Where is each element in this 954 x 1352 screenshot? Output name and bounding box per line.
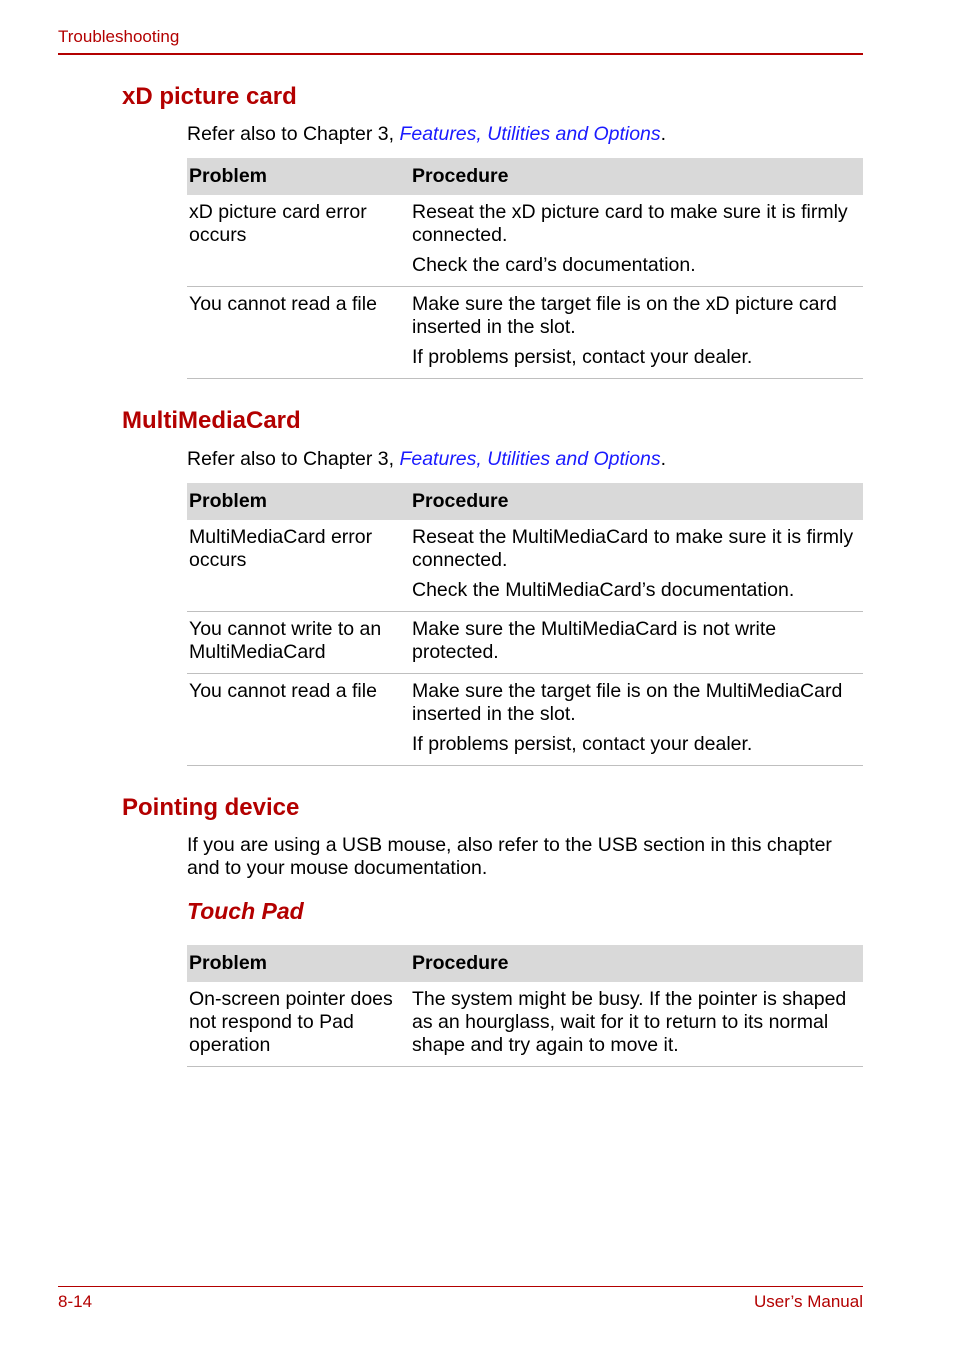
procedure-cell (410, 674, 863, 766)
touch-pad-subheading: Touch Pad (187, 898, 304, 924)
table-row (187, 612, 863, 674)
table-row (187, 287, 863, 379)
page-number: 8-14 (58, 1292, 93, 1311)
header-rule (58, 53, 863, 55)
procedure-cell (410, 982, 863, 1067)
procedure-cell (410, 195, 863, 287)
procedure-step: Check the MultiMediaCard’s documentation. (412, 579, 795, 601)
problem-cell: You cannot read a file (187, 674, 410, 766)
xd-refer-suffix: . (660, 123, 667, 145)
mmc-refer-prefix: Refer also to Chapter 3, (187, 448, 400, 470)
problem-column-header: Problem (187, 158, 410, 195)
mmc-refer-suffix: . (660, 448, 667, 470)
table-row (187, 982, 863, 1067)
table-row (187, 674, 863, 766)
problem-column-header: Problem (187, 945, 410, 982)
problem-cell: On-screen pointer does not respond to Pad operation (187, 982, 410, 1067)
problem-cell: MultiMediaCard error occurs (187, 520, 410, 612)
mmc-refer-text (187, 448, 867, 471)
xd-section-heading: xD picture card (122, 83, 297, 110)
running-header: Troubleshooting (58, 27, 180, 46)
procedure-step: Check the card’s documentation. (412, 254, 696, 276)
manual-title: User’s Manual (754, 1292, 863, 1311)
procedure-step: Reseat the xD picture card to make sure it is firmly connected. (412, 201, 848, 246)
problem-cell: You cannot read a file (187, 287, 410, 379)
table-row (187, 195, 863, 287)
procedure-cell (410, 520, 863, 612)
procedure-column-header: Procedure (410, 158, 863, 195)
xd-problem-table (187, 158, 863, 379)
problem-cell: You cannot write to an MultiMediaCard (187, 612, 410, 674)
xd-refer-prefix: Refer also to Chapter 3, (187, 123, 400, 145)
procedure-column-header: Procedure (410, 483, 863, 520)
procedure-step: Reseat the MultiMediaCard to make sure it is firmly connected. (412, 526, 854, 571)
procedure-step: Make sure the target file is on the xD picture card inserted in the slot. (412, 293, 837, 338)
mmc-problem-table (187, 483, 863, 766)
problem-cell: xD picture card error occurs (187, 195, 410, 287)
procedure-column-header: Procedure (410, 945, 863, 982)
procedure-step: Make sure the MultiMediaCard is not write protected. (412, 618, 777, 663)
table-header-row (187, 483, 863, 520)
footer-rule (58, 1286, 863, 1287)
table-header-row (187, 158, 863, 195)
table-row (187, 520, 863, 612)
touchpad-problem-table (187, 945, 863, 1067)
procedure-cell (410, 287, 863, 379)
procedure-cell (410, 612, 863, 674)
pointing-section-heading: Pointing device (122, 794, 300, 821)
procedure-step: If problems persist, contact your dealer. (412, 346, 753, 368)
xd-refer-text (187, 123, 867, 146)
procedure-step: The system might be busy. If the pointer is shaped as an hourglass, wait for it to return to its normal shape and try again to move it. (412, 988, 847, 1056)
problem-column-header: Problem (187, 483, 410, 520)
procedure-step: If problems persist, contact your dealer. (412, 733, 753, 755)
xd-chapter-link[interactable]: Features, Utilities and Options (399, 123, 661, 145)
mmc-chapter-link[interactable]: Features, Utilities and Options (399, 448, 661, 470)
procedure-step: Make sure the target file is on the MultiMediaCard inserted in the slot. (412, 680, 843, 725)
pointing-intro: If you are using a USB mouse, also refer to the USB section in this chapter and to your mouse documentation. (187, 834, 832, 879)
mmc-section-heading: MultiMediaCard (122, 407, 301, 434)
table-header-row (187, 945, 863, 982)
